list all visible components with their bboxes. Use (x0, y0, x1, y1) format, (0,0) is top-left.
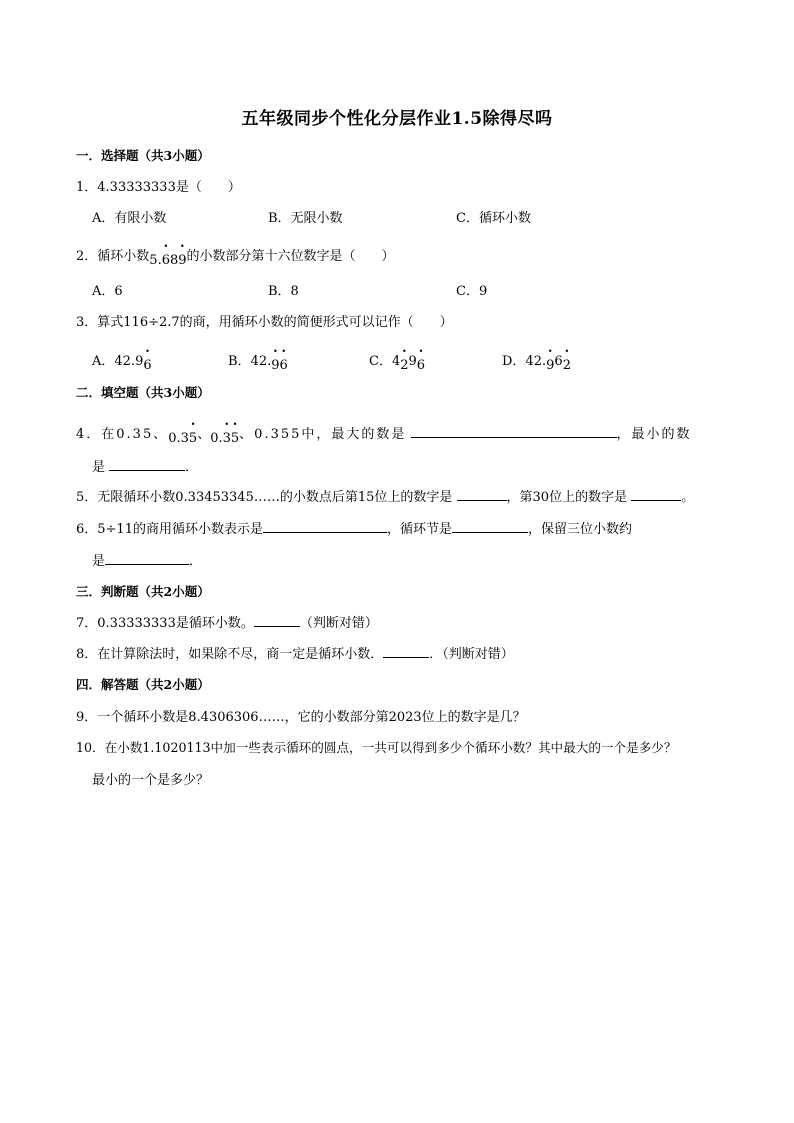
repeat-dot-digit: • 9 (178, 253, 186, 268)
repeat-dot-digit: • 2 (563, 358, 571, 373)
question-1-option-a: A．有限小数 (92, 211, 167, 226)
answer-blank[interactable] (631, 486, 681, 501)
question-3-stem: 3．算式116÷2.7的商，用循环小数的简便形式可以记作（ ） (76, 315, 453, 330)
question-7: 7．0.33333333是循环小数。 （判断对错） (76, 612, 378, 631)
question-2-option-c: C．9 (456, 284, 488, 299)
question-2-stem (76, 245, 395, 268)
answer-blank[interactable] (457, 486, 507, 501)
question-6-line1: 6．5÷11的商用循环小数表示是 ，循环节是 ，保留三位小数约 (76, 518, 632, 537)
repeat-dot-digit: • 3 (223, 431, 231, 446)
repeat-dot-digit: • 9 (546, 358, 554, 373)
section-heading-fill: 二．填空题（共3小题） (76, 385, 210, 400)
question-1-option-c: C．循环小数 (456, 211, 531, 226)
answer-blank[interactable] (105, 550, 189, 565)
answer-blank[interactable] (383, 643, 429, 658)
question-2-option-b: B．8 (268, 284, 299, 299)
repeat-dot-digit: • 6 (280, 358, 288, 373)
question-4-line2: 是 ． (92, 456, 198, 475)
question-3-option-c: C．4• 29• 6 (369, 350, 425, 369)
question-5: 5．无限循环小数0.33453345……的小数点后第15位上的数字是 ，第30位上的数字是 。 (76, 486, 694, 505)
answer-blank[interactable] (109, 456, 185, 471)
page-title: 五年级同步个性化分层作业1.5除得尽吗 (241, 109, 553, 129)
repeat-dot-digit: • 6 (417, 358, 425, 373)
question-9: 9．一个循环小数是8.4306306……，它的小数部分第2023位上的数字是几？ (76, 710, 526, 725)
answer-blank[interactable] (263, 518, 387, 533)
question-3-option-b: B．42.• 9• 6 (228, 350, 288, 369)
question-3-option-a: A．42.9• 6 (92, 350, 152, 369)
question-2-option-a: A．6 (92, 284, 123, 299)
repeat-dot-digit: • 6 (143, 358, 151, 373)
answer-blank[interactable] (452, 518, 528, 533)
question-1-stem: 1．4.33333333是（ ） (76, 180, 241, 195)
repeat-dot-digit: • 6 (162, 253, 170, 268)
repeat-dot-digit: • 5 (189, 431, 197, 446)
repeating-decimal: 5.• 68• 9 (149, 249, 186, 264)
section-heading-choice: 一．选择题（共3小题） (76, 148, 210, 163)
question-1-option-b: B．无限小数 (268, 211, 343, 226)
repeat-dot-digit: • 5 (231, 431, 239, 446)
question-10-line2: 最小的一个是多少？ (92, 773, 210, 788)
section-heading-judge: 三．判断题（共2小题） (76, 584, 210, 599)
question-3-option-d: D．42.• 96• 2 (502, 350, 571, 369)
question-2-suffix: 的小数部分第十六位数字是（ ） (186, 249, 395, 264)
repeat-dot-digit: • 9 (271, 358, 279, 373)
question-2-prefix: 2．循环小数 (76, 249, 150, 264)
question-4-line1: 4．在0.35、0.3• 5、0.• 3• 5、0.355中，最大的数是 ，最小的数 (76, 423, 692, 442)
section-heading-solve: 四．解答题（共2小题） (76, 677, 210, 692)
answer-blank[interactable] (411, 423, 617, 438)
answer-blank[interactable] (254, 612, 300, 627)
question-8: 8．在计算除法时，如果除不尽，商一定是循环小数． ．（判断对错） (76, 643, 514, 662)
repeat-dot-digit: • 2 (400, 358, 408, 373)
question-10-line1: 10．在小数1.1020113中加一些表示循环的圆点，一共可以得到多少个循环小数？其中最大的一个是多少？ (76, 740, 677, 755)
question-6-line2: 是 ． (92, 550, 202, 569)
